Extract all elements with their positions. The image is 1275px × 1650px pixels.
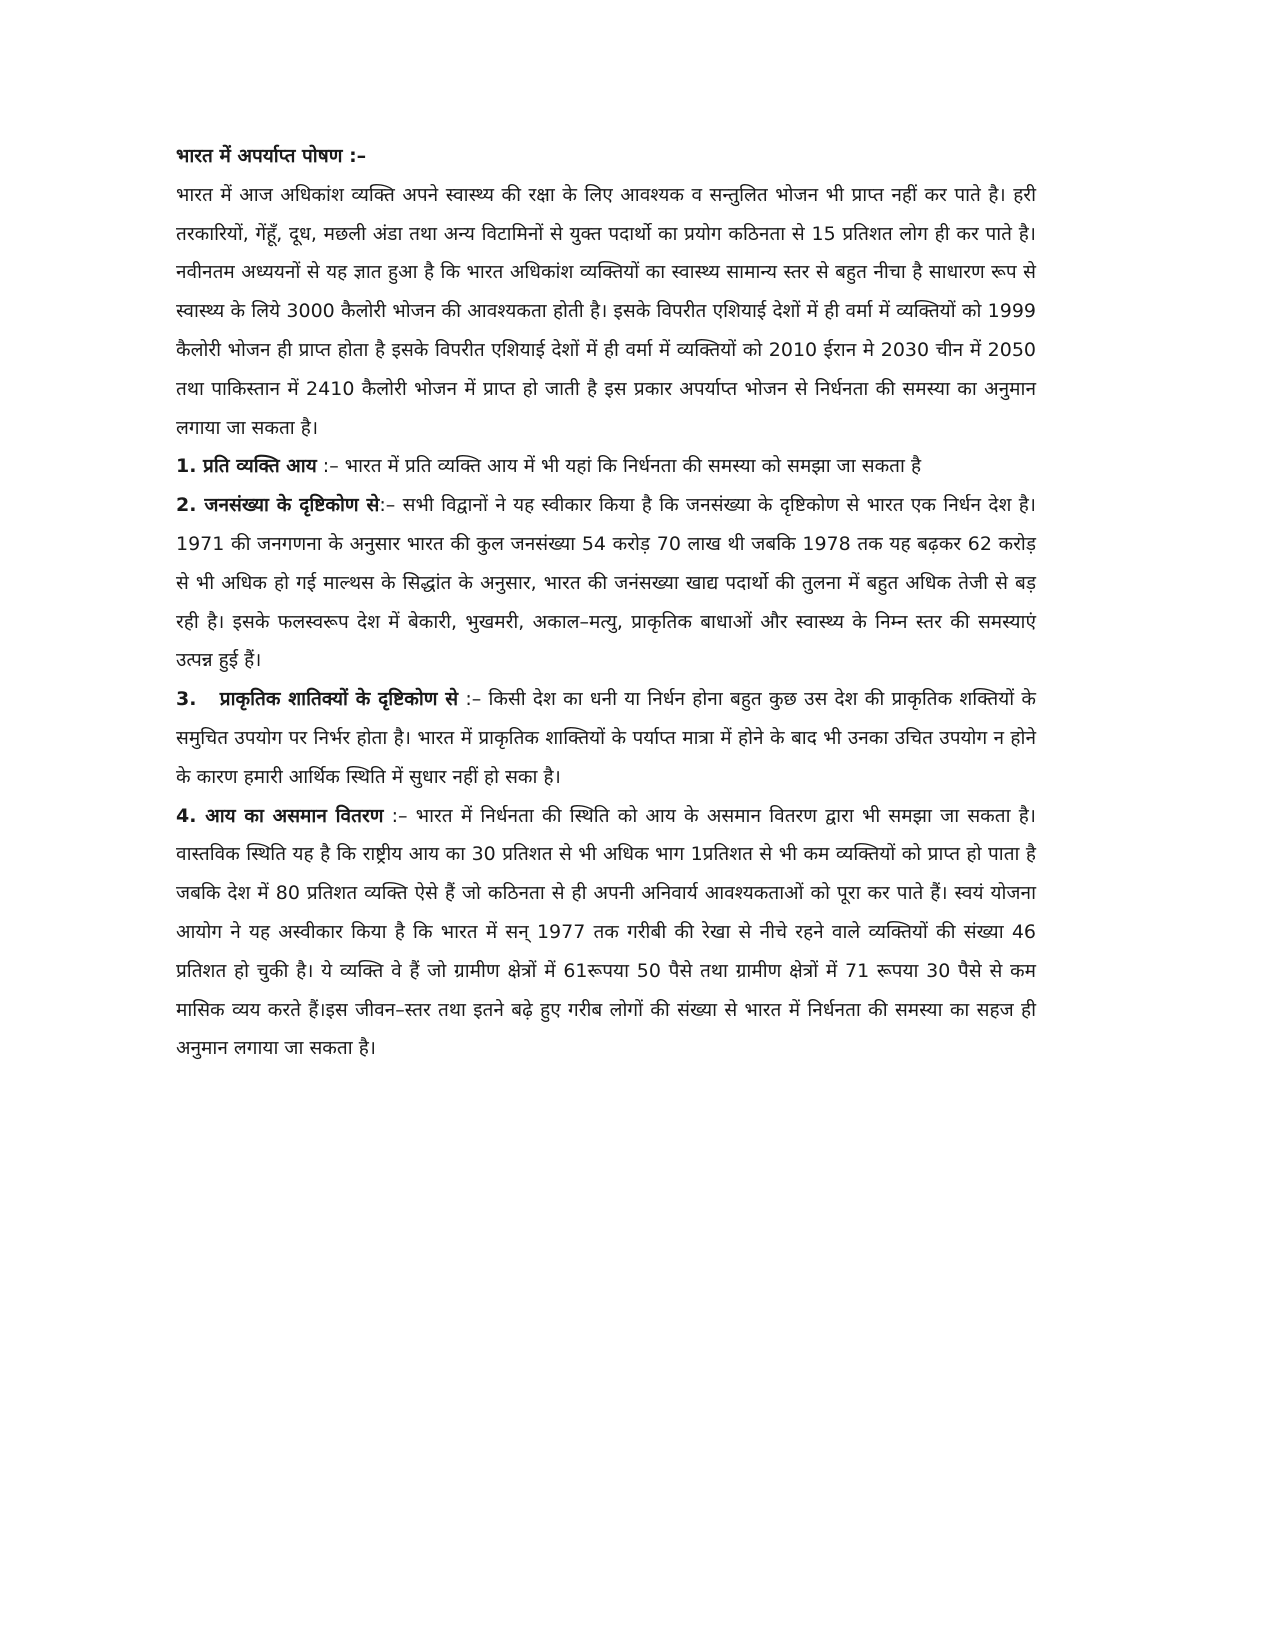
document-page [176, 137, 1036, 1068]
section-text: भारत में प्रति व्यक्ति आय में भी यहां कि निर्धनता की समस्या को समझा जा सकता है [344, 455, 922, 478]
section-text: किसी देश का धनी या निर्धन होना बहुत कुछ उस देश की प्राकृतिक शक्तियों के समुचित उपयोग पर निर्भर होता है। भारत में प्राकृतिक शाक्तियों के पर्याप्त मात्रा में होने के बाद भी उनका उचित उपयोग न होने के कारण हमारी आर्थिक स्थिति में सुधार नहीं हो सका है। [176, 688, 1036, 788]
section-lead: 2. जनसंख्या के दृष्टिकोण से [176, 494, 380, 517]
section-lead: 3. प्राकृतिक शातिक्यों के दृष्टिकोण से [176, 688, 459, 711]
intro-paragraph: भारत में आज अधिकांश व्यक्ति अपने स्वास्थ्य की रक्षा के लिए आवश्यक व सन्तुलित भोजन भी प्राप्त नहीं कर पाते है। हरी तरकारियों, गेंहूँ, दूध, मछली अंडा तथा अन्य विटामिनों से युक्त पदार्थो का प्रयोग कठिनता से 15 प्रतिशत लोग ही कर पाते है। नवीनतम अध्ययनों से यह ज्ञात हुआ है कि भारत अधिकांश व्यक्तियों का स्वास्थ्य सामान्य स्तर से बहुत नीचा है साधारण रूप से स्वास्थ्य के लिये 3000 कैलोरी भोजन की आवश्यकता होती है। इसके विपरीत एशियाई देशों में ही वर्मा में व्यक्तियों को 1999 कैलोरी भोजन ही प्राप्त होता है इसके विपरीत एशियाई देशों में ही वर्मा में व्यक्तियों को 2010 ईरान मे 2030 चीन में 2050 तथा पाकिस्तान में 2410 कैलोरी भोजन में प्राप्त हो जाती है इस प्रकार अपर्याप्त भोजन से निर्धनता की समस्या का अनुमान लगाया जा सकता है। [176, 183, 1036, 439]
section-text: भारत में निर्धनता की स्थिति को आय के असमान वितरण द्वारा भी समझा जा सकता है। वास्तविक स्थिति यह है कि राष्ट्रीय आय का 30 प्रतिशत से भी अधिक भाग 1प्रतिशत से भी कम व्यक्तियों को प्राप्त हो पाता है जबकि देश में 80 प्रतिशत व्यक्ति ऐसे हैं जो कठिनता से ही अपनी अनिवार्य आवश्यकताओं को पूरा कर पाते हैं। स्वयं योजना आयोग ने यह अस्वीकार किया है कि भारत में सन् 1977 तक गरीबी की रेखा से नीचे रहने वाले व्यक्तियों की संख्या 46 प्रतिशत हो चुकी है। ये व्यक्ति वे हैं जो ग्रामीण क्षेत्रों में 61रूपया 50 पैसे तथा ग्रामीण क्षेत्रों में 71 रूपया 30 पैसे से कम मासिक व्यय करते हैं।इस जीवन–स्तर तथा इतने बढ़े हुए गरीब लोगों की संख्या से भारत में निर्धनता की समस्या का सहज ही अनुमान लगाया जा सकता है। [176, 804, 1036, 1060]
section-per-capita-income [176, 447, 1036, 486]
section-separator: :– [379, 494, 403, 517]
section-separator: :– [383, 804, 416, 827]
section-separator: :– [458, 688, 489, 711]
section-lead: 4. आय का असमान वितरण [176, 804, 384, 827]
section-natural-resources [176, 680, 1036, 796]
section-heading: भारत में अपर्याप्त पोषण :– [176, 145, 367, 167]
section-lead: 1. प्रति व्यक्ति आय [176, 455, 317, 478]
section-income-inequality [176, 797, 1036, 1069]
section-separator: :– [316, 455, 345, 478]
section-population [176, 486, 1036, 680]
section-text: सभी विद्वानों ने यह स्वीकार किया है कि जनसंख्या के दृष्टिकोण से भारत एक निर्धन देश है। 1971 की जनगणना के अनुसार भारत की कुल जनसंख्या 54 करोड़ 70 लाख थी जबकि 1978 तक यह बढ़कर 62 करोड़ से भी अधिक हो गई माल्थस के सिद्धांत के अनुसार, भारत की जनंसख्या खाद्य पदार्थो की तुलना में बहुत अधिक तेजी से बड़ रही है। इसके फलस्वरूप देश में बेकारी, भुखमरी, अकाल–मत्यु, प्राकृतिक बाधाओं और स्वास्थ्य के निम्न स्तर की समस्याएं उत्पन्न हुई हैं। [176, 494, 1036, 672]
